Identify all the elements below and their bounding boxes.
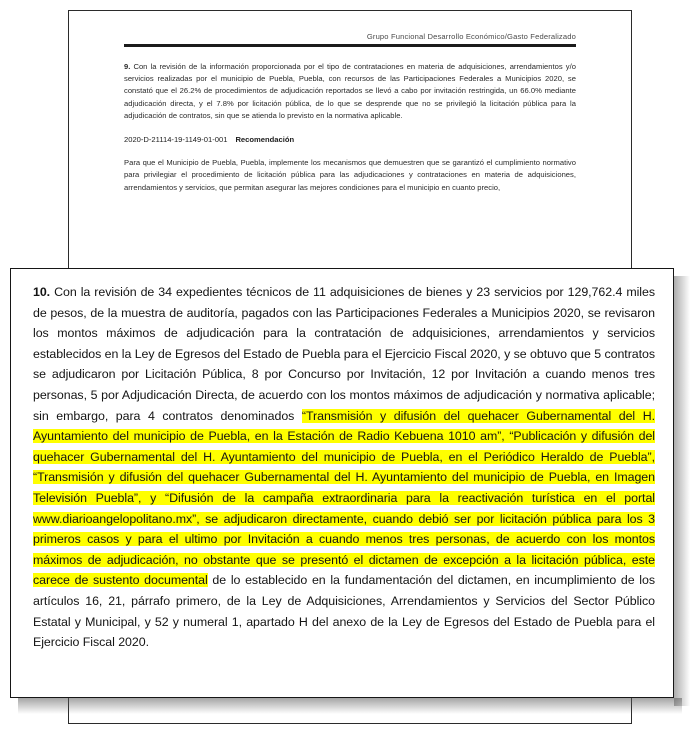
inset-shadow-bottom <box>18 698 682 714</box>
inset-paragraph-number: 10. <box>33 285 51 299</box>
paragraph-9-number: 9. <box>124 61 131 71</box>
plain-text-run: Con la revisión de 34 expedientes técnicos de 11 adquisiciones de bienes y 23 servicios por 129,762.4 miles de pesos, de la muestra de auditoría, pagados con las Participaciones Federales a Municipios 2020, se revisaron los montos máximos de adjudicación para la contratación de adquisiciones, arrendamientos y servicios establecidos en la Ley de Egresos del Estado de Puebla para el Ejercicio Fiscal 2020, y se obtuvo que 5 contratos se adjudicaron por Licitación Pública, 8 por Concurso por Invitación, 12 por Invitación a cuando menos tres personas, 5 por Adjudicación Directa, de acuerdo con los montos máximos de adjudicación y normativa aplicable; sin embargo, para 4 contratos denominados <box>33 285 655 423</box>
paragraph-9-text: Con la revisión de la información proporcionada por el tipo de contrataciones en materia de adquisiciones, arrendamientos y/o servicios realizadas por el municipio de Puebla, Puebla, con recursos de las Participaciones Federales a Municipios 2020, se constató que el 26.2% de procedimientos de adjudicación reportados se llevó a cabo por invitación restringida, un 66.0% mediante adjudicación directa, y el 7.8% por licitación pública, de lo que se desprende que no se privilegió la licitación pública para la adjudicación de contratos, sin que se atienda lo previsto en la normativa aplicable. <box>124 61 576 121</box>
recommendation-heading <box>124 134 576 146</box>
plain-text-run: de lo establecido en la fundamentación del dictamen, en incumplimiento de los artículos 16, 21, párrafo primero, de la Ley de Adquisiciones, Arrendamientos y Servicios del Sector Público Estatal y Municipal, y 52 y numeral 1, apartado H del anexo de la Ley de Egresos del Estado de Puebla para el Ejercicio Fiscal 2020. <box>33 573 656 650</box>
inset-paragraph-10 <box>11 269 673 663</box>
page-content <box>68 10 632 205</box>
inset-paragraph-segments <box>33 285 655 649</box>
recommendation-id: 2020-D-21114-19-1149-01-001 <box>124 134 228 144</box>
zoom-inset-callout <box>10 268 674 698</box>
highlighted-text-run: “Transmisión y difusión del quehacer Gubernamental del H. Ayuntamiento del municipio de Puebla, en la Estación de Radio Kebuena 1010 am”, “Publicación y difusión del quehacer Gubernamental del H. Ayuntamiento del municipio de Puebla, en el Periódico Heraldo de Puebla”, “Transmisión y difusión del quehacer Gubernamental del H. Ayuntamiento del municipio de Puebla, en Imagen Televisión Puebla”, y “Difusión de la campaña extraordinaria para la reactivación turística en el portal www.diarioangelopolitano.mx”, se adjudicaron directamente, cuando debió ser por licitación pública para los 3 primeros casos y para el ultimo por Invitación a cuando menos tres personas, de acuerdo con los montos máximos de adjudicación, no obstante que se presentó el dictamen de excepción a la licitación pública, este carece de sustento documental <box>33 408 655 588</box>
recommendation-paragraph: Para que el Municipio de Puebla, Puebla, implemente los mecanismos que demuestren que se garantizó el cumplimiento normativo para privilegiar el procedimiento de licitación pública para las adjudicaciones y contrataciones en materia de adquisiciones, arrendamientos y servicios, que permitan asegurar las mejores condiciones para el municipio en cuanto precio, <box>124 158 576 192</box>
header-rule <box>124 44 576 47</box>
document-header-text: Grupo Funcional Desarrollo Económico/Gasto Federalizado <box>366 32 576 41</box>
background-paragraph-9 <box>124 61 576 123</box>
recommendation-label: Recomendación <box>235 134 295 144</box>
inset-shadow-right <box>674 276 690 706</box>
